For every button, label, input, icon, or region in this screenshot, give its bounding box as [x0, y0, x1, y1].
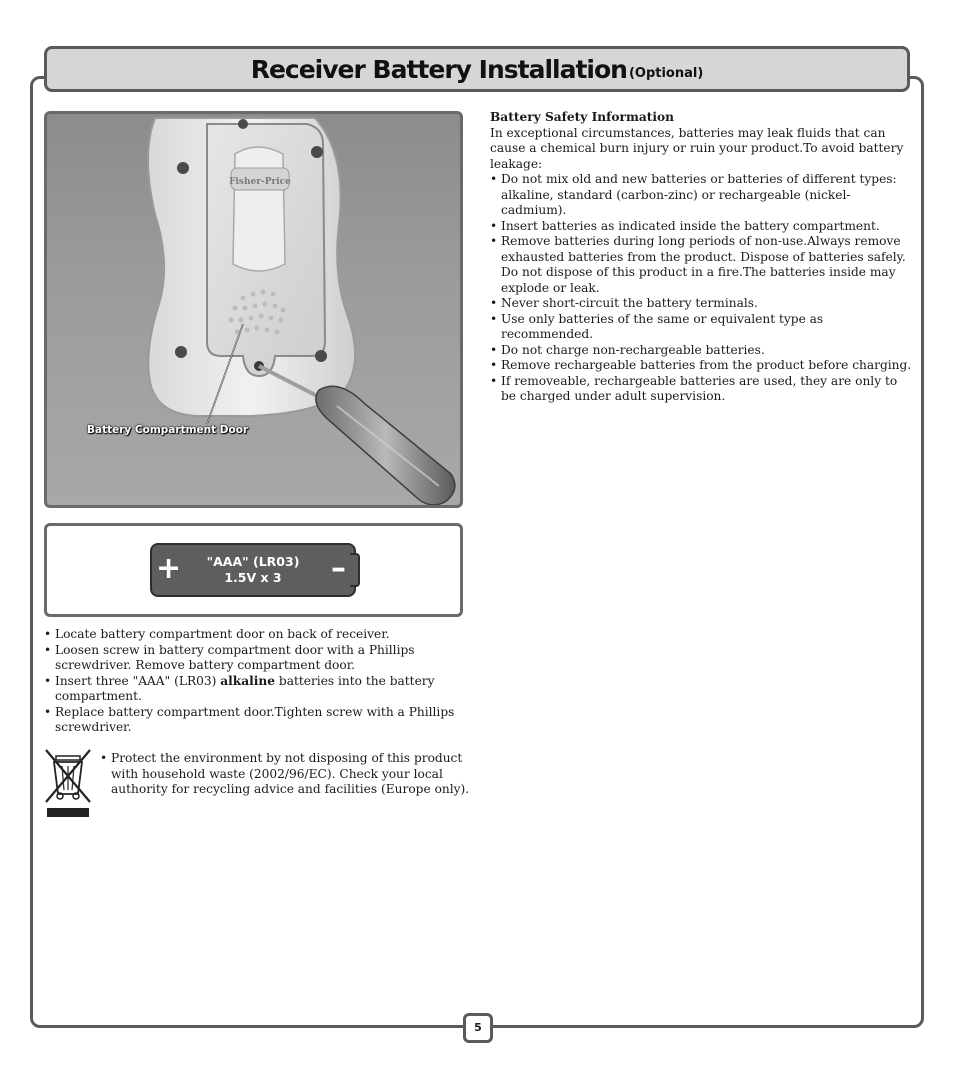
page-title: Receiver Battery Installation	[250, 54, 627, 84]
battery-quantity: 1.5V x 3	[224, 570, 282, 585]
battery-door-callout: Battery Compartment Door	[87, 424, 249, 436]
list-item: • Use only batteries of the same or equivalent type as recommended.	[490, 312, 912, 343]
list-item: • Replace battery compartment door.Tighten screw with a Phillips screwdriver.	[44, 705, 464, 736]
item-text: batteries into the battery compartment.	[55, 673, 435, 703]
battery-icon	[150, 543, 356, 597]
list-item: • Remove batteries during long periods of non-use.Always remove exhausted batteries from the product. Dispose of batteries safely. Do not dispose of this product in a fire.The batteries inside may explode or leak.	[490, 234, 912, 296]
receiver-illustration	[47, 114, 460, 505]
screwdriver-handle	[316, 386, 455, 505]
title-bar	[44, 46, 910, 92]
environment-notice: • Protect the environment by not disposing of this product with household waste (2002/96/EC). Check your local authority for recycling advice and facilities (Europe only).	[100, 751, 471, 798]
battery-panel	[44, 523, 463, 617]
section-heading: Battery Safety Information	[490, 110, 675, 124]
item-text: Insert three "AAA" (LR03)	[55, 673, 221, 688]
battery-label	[192, 554, 314, 586]
list-item: • Locate battery compartment door on back of receiver.	[44, 627, 464, 643]
battery-negative: –	[331, 551, 346, 586]
installation-steps	[44, 627, 464, 736]
list-item	[44, 674, 464, 705]
list-item: • If removeable, rechargeable batteries are used, they are only to be charged under adult supervision.	[490, 374, 912, 405]
list-item: • Do not charge non-rechargeable batteries.	[490, 343, 912, 359]
receiver-photo	[44, 111, 463, 508]
list-item: • Do not mix old and new batteries or batteries of different types: alkaline, standard (carbon-zinc) or rechargeable (nickel-cadmium).	[490, 172, 912, 219]
page-subtitle: (Optional)	[628, 65, 704, 81]
battery-type: "AAA" (LR03)	[206, 554, 300, 569]
list-item: • Loosen screw in battery compartment door with a Phillips screwdriver. Remove battery compartment door.	[44, 643, 464, 674]
battery-terminal	[350, 553, 360, 587]
page-number: 5	[463, 1013, 493, 1043]
list-item: • Remove rechargeable batteries from the product before charging.	[490, 358, 912, 374]
battery-positive: +	[156, 551, 182, 586]
item-emphasis: alkaline	[220, 673, 276, 688]
crossed-out-wheelie-bin-icon	[44, 748, 92, 818]
logo-text: Fisher-Price	[229, 177, 291, 187]
list-item: • Never short-circuit the battery terminals.	[490, 296, 912, 312]
door-grip	[233, 147, 285, 271]
safety-intro: In exceptional circumstances, batteries may leak fluids that can cause a chemical burn injury or ruin your product.To avoid battery leakage:	[490, 125, 904, 171]
battery-safety-section	[490, 110, 912, 405]
list-item: • Insert batteries as indicated inside the battery compartment.	[490, 219, 912, 235]
